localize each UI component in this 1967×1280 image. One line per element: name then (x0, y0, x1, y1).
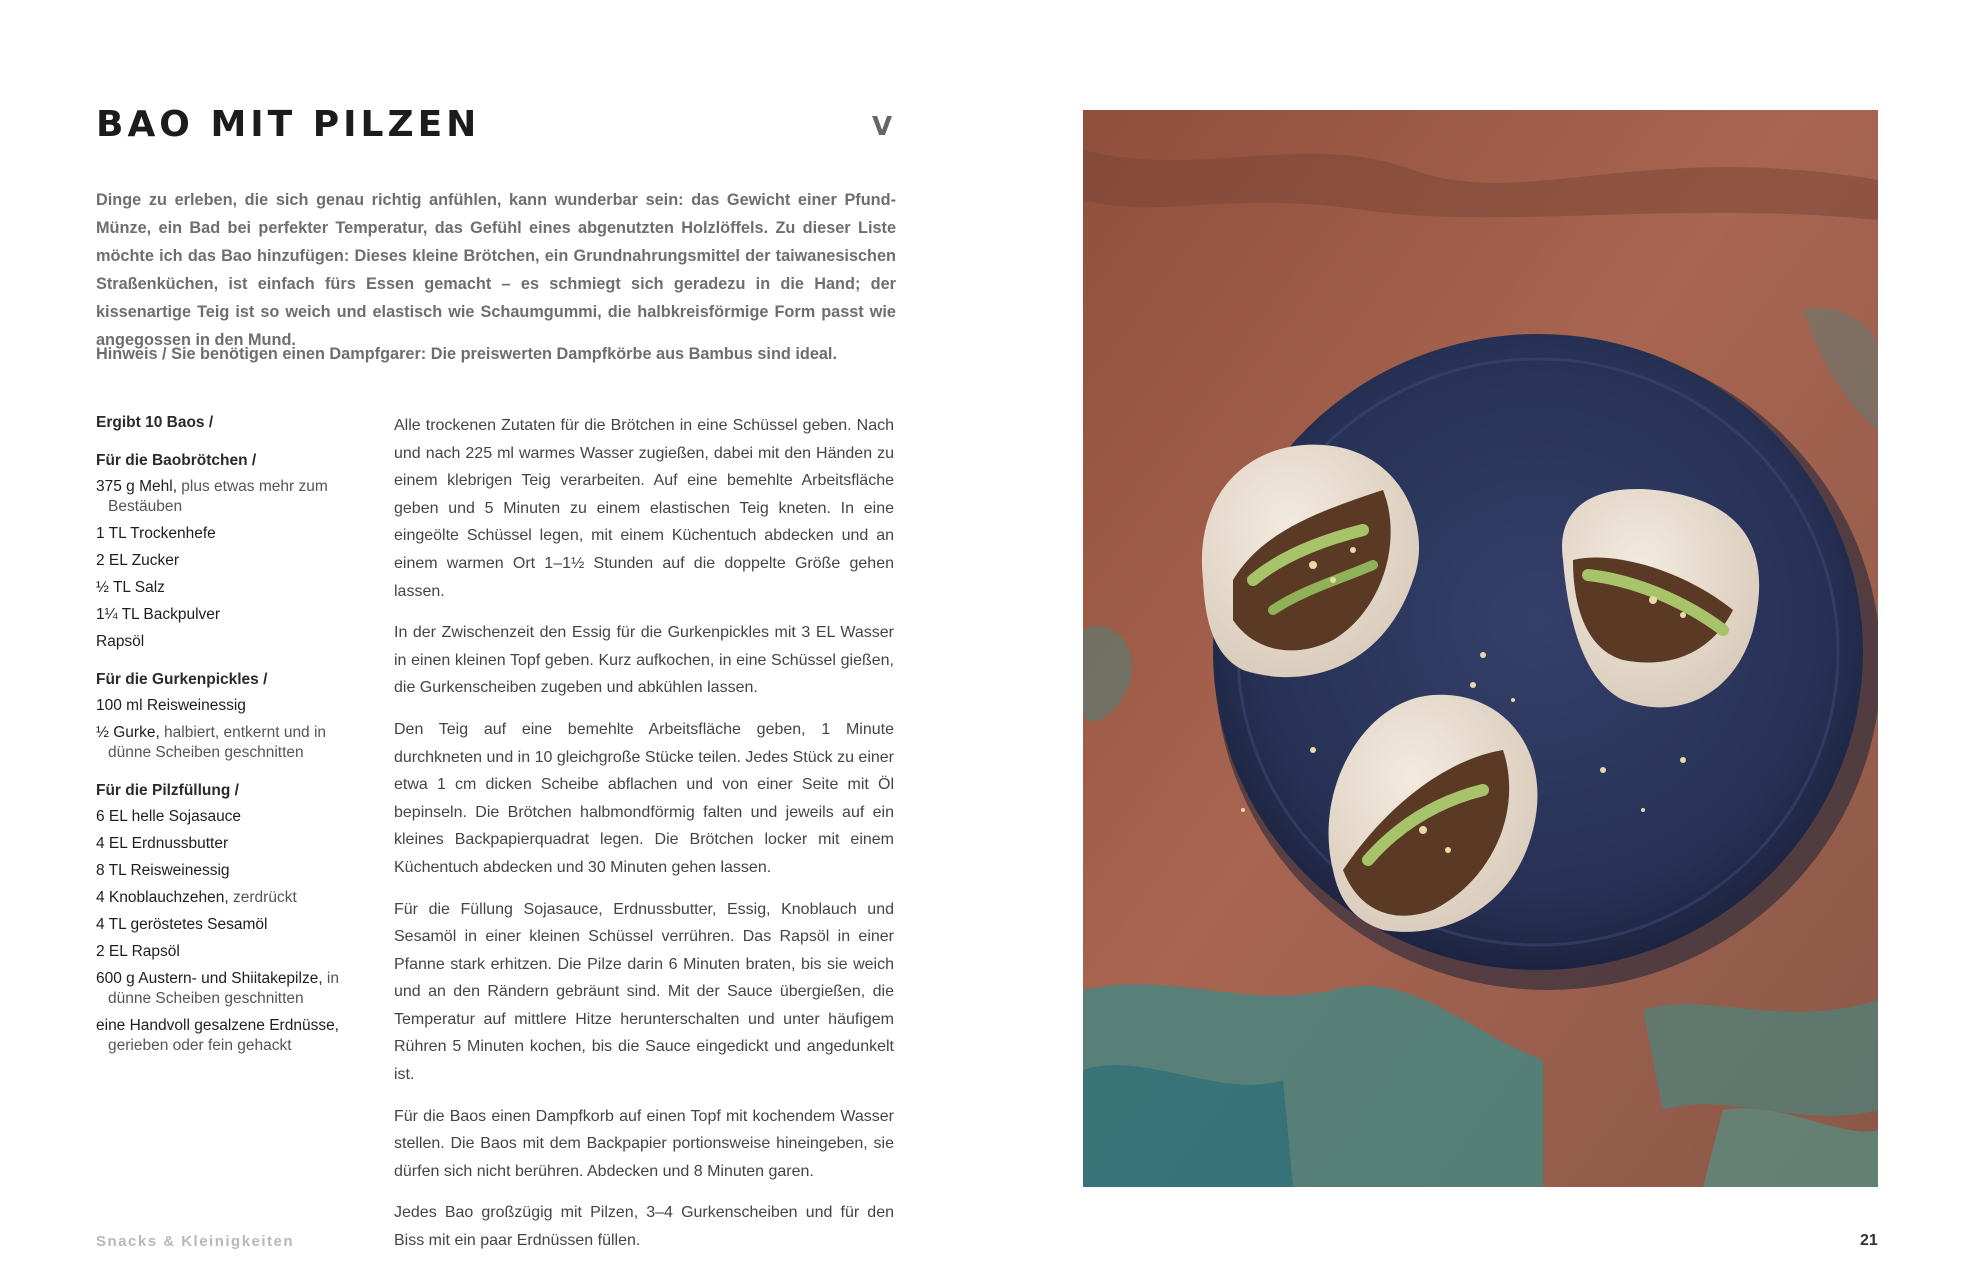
ingredient-amount: 100 ml Reisweinessig (96, 697, 246, 714)
ingredient-amount: 8 TL Reisweinessig (96, 862, 230, 879)
ingredient-item (96, 1016, 366, 1056)
step-paragraph: Alle trockenen Zutaten für die Brötchen in eine Schüssel geben. Nach und nach 225 ml warmes Wasser zugießen, dabei mit den Händen zu einem klebrigen Teig verarbeiten. Auf eine bemehlte Arbeitsfläche geben und 5 Minuten zu einem elastischen Teig kneten. In eine eingeölte Schüssel legen, mit einem Küchentuch abdecken und an einem warmen Ort 1–1½ Stunden auf die doppelte Größe gehen lassen. (394, 417, 894, 600)
ingredient-amount: 375 g Mehl, (96, 478, 177, 495)
ingredient-amount: ½ TL Salz (96, 579, 165, 596)
ingredient-detail: halbiert, entkernt und in dünne Scheiben geschnitten (108, 724, 327, 761)
ingredient-amount: eine Handvoll gesalzene Erdnüsse, (96, 1017, 339, 1034)
ingredient-item (96, 861, 366, 881)
ingredient-group (96, 781, 366, 1056)
step-paragraph: Den Teig auf eine bemehlte Arbeitsfläche geben, 1 Minute durchkneten und in 10 gleichgroße Stücke teilen. Jedes Stück zu einer etwa 1 cm dicken Scheibe abflachen und von einer Seite mit Öl bepinseln. Die Brötchen halbmondförmig falten und jeweils auf ein kleines Backpapierquadrat legen. Die Brötchen locker mit einem Küchentuch abdecken und 30 Minuten gehen lassen. (394, 720, 894, 876)
ingredient-item (96, 723, 366, 763)
hint-note: Hinweis / Sie benötigen einen Dampfgarer: Die preiswerten Dampfkörbe aus Bambus sind ideal. (96, 345, 837, 363)
ingredient-item (96, 807, 366, 827)
vegetarian-badge: V (872, 112, 893, 142)
ingredient-group-heading: Für die Gurkenpickles / (96, 671, 268, 688)
ingredient-amount: 4 TL geröstetes Sesamöl (96, 916, 268, 933)
ingredient-amount: ½ Gurke, (96, 724, 160, 741)
ingredient-amount: Rapsöl (96, 633, 145, 650)
step-paragraph: Für die Baos einen Dampfkorb auf einen Topf mit kochendem Wasser stellen. Die Baos mit dem Backpapier portionsweise hineingeben, sie dürfen sich nicht berühren. Abdecken und 8 Minuten garen. (394, 1107, 894, 1180)
ingredient-item (96, 524, 366, 544)
ingredient-amount: 2 EL Zucker (96, 552, 179, 569)
ingredient-amount: 2 EL Rapsöl (96, 943, 180, 960)
ingredient-item (96, 888, 366, 908)
ingredient-list (96, 413, 366, 1074)
ingredient-detail: plus etwas mehr zum Bestäuben (108, 478, 328, 515)
step-paragraph: Für die Füllung Sojasauce, Erdnussbutter, Essig, Knoblauch und Sesamöl in einer kleinen Schüssel verrühren. Das Rapsöl in einer Pfanne stark erhitzen. Die Pilze darin 6 Minuten braten, bis sie weich und an den Rändern gebräunt sind. Mit der Sauce übergießen, die Temperatur auf mittlere Hitze herunterschalten und unter häufigem Rühren 5 Minuten kochen, bis die Sauce eingedickt und angedunkelt ist. (394, 900, 894, 1084)
step-paragraph: Jedes Bao großzügig mit Pilzen, 3–4 Gurkenscheiben und für den Biss mit ein paar Erdnüssen füllen. (394, 1204, 894, 1250)
ingredient-item (96, 969, 366, 1009)
intro-text: Dinge zu erleben, die sich genau richtig anfühlen, kann wunderbar sein: das Gewicht einer Pfund-Münze, ein Bad bei perfekter Temperatur, das Gefühl eines abgenutzten Holzlöffels. Zu dieser Liste möchte ich das Bao hinzufügen: Dieses kleine Brötchen, ein Grundnahrungsmittel der taiwanesischen Straßenküchen, ist einfach fürs Essen gemacht – es schmiegt sich geradezu in die Hand; der kissenartige Teig ist so weich und elastisch wie Schaumgummi, die halbkreisförmige Form passt wie angegossen in den Mund. (96, 191, 896, 349)
ingredient-item (96, 834, 366, 854)
ingredient-amount: 600 g Austern- und Shiitakepilze, (96, 970, 323, 987)
yield-label: Ergibt 10 Baos / (96, 414, 214, 431)
recipe-title: BAO MIT PILZEN (96, 104, 481, 145)
ingredient-group-heading: Für die Pilzfüllung / (96, 782, 239, 799)
ingredient-item (96, 578, 366, 598)
step-paragraph: In der Zwischenzeit den Essig für die Gurkenpickles mit 3 EL Wasser in einen kleinen Topf geben. Kurz aufkochen, in eine Schüssel gießen, die Gurkenscheiben zugeben und abkühlen lassen. (394, 624, 894, 697)
ingredient-detail: in dünne Scheiben geschnitten (108, 970, 339, 1007)
ingredient-item (96, 942, 366, 962)
ingredient-groups (96, 451, 366, 1056)
ingredient-item (96, 915, 366, 935)
ingredient-item (96, 605, 366, 625)
ingredient-item (96, 632, 366, 652)
ingredient-item (96, 551, 366, 571)
ingredient-amount: 4 Knoblauchzehen, (96, 889, 229, 906)
ingredient-group (96, 451, 366, 652)
ingredient-group-heading: Für die Baobrötchen / (96, 452, 257, 469)
ingredient-item (96, 696, 366, 716)
ingredient-amount: 4 EL Erdnussbutter (96, 835, 229, 852)
method-steps (394, 412, 894, 1269)
ingredient-amount: 1 TL Trockenhefe (96, 525, 216, 542)
ingredient-detail: zerdrückt (228, 889, 297, 906)
ingredient-amount: 6 EL helle Sojasauce (96, 808, 242, 825)
ingredient-detail: gerieben oder fein gehackt (108, 1037, 292, 1054)
ingredient-amount: 1¼ TL Backpulver (96, 606, 221, 623)
ingredient-item (96, 477, 366, 517)
ingredient-group (96, 670, 366, 763)
food-photo (1083, 110, 1878, 1187)
page-number: 21 (1860, 1232, 1878, 1249)
section-footer: Snacks & Kleinigkeiten (96, 1233, 295, 1250)
bao-plate-illustration (1083, 110, 1878, 1187)
